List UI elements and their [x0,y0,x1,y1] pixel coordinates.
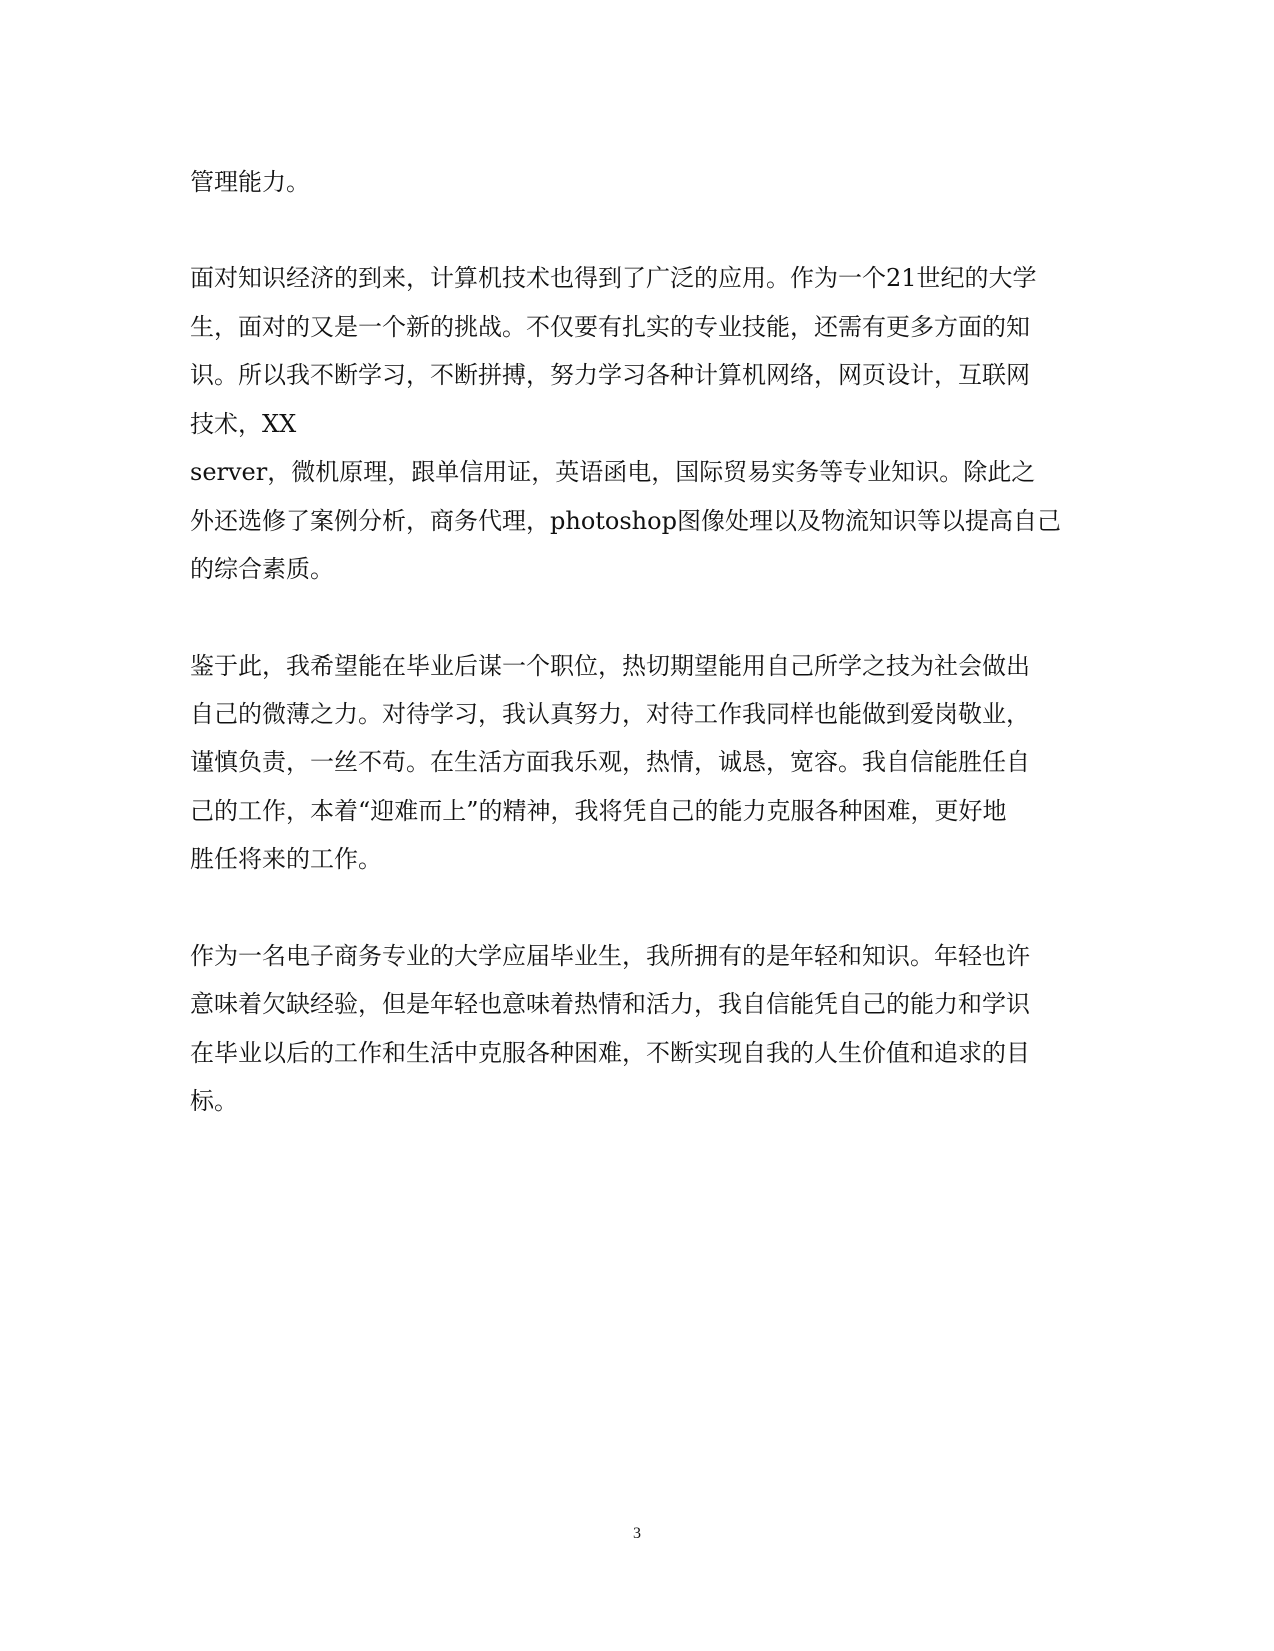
text-line: 技术，XX [190,410,297,438]
text-line: 意味着欠缺经验，但是年轻也意味着热情和活力，我自信能凭自己的能力和学识 [190,990,1030,1018]
text-line: 鉴于此，我希望能在毕业后谋一个职位，热切期望能用自己所学之技为社会做出 [190,652,1030,680]
text-line: server，微机原理，跟单信用证，英语函电，国际贸易实务等专业知识。除此之 [190,458,1036,486]
page-number: 3 [633,1525,641,1542]
text-line: 作为一名电子商务专业的大学应届毕业生，我所拥有的是年轻和知识。年轻也许 [190,942,1030,970]
text-line: 胜任将来的工作。 [190,845,382,873]
text-line: 自己的微薄之力。对待学习，我认真努力，对待工作我同样也能做到爱岗敬业， [190,700,1030,728]
text-line: 的综合素质。 [190,555,334,583]
text-line: 识。所以我不断学习，不断拼搏，努力学习各种计算机网络，网页设计，互联网 [190,361,1030,389]
text-line: 外还选修了案例分析，商务代理，photoshop图像处理以及物流知识等以提高自己 [190,507,1061,535]
text-line: 标。 [190,1087,238,1115]
text-line: 生，面对的又是一个新的挑战。不仅要有扎实的专业技能，还需有更多方面的知 [190,313,1030,341]
text-line: 管理能力。 [190,168,310,196]
text-line: 谨慎负责，一丝不苟。在生活方面我乐观，热情，诚恳，宽容。我自信能胜任自 [190,748,1030,776]
text-line: 在毕业以后的工作和生活中克服各种困难，不断实现自我的人生价值和追求的目 [190,1039,1030,1067]
text-line: 面对知识经济的到来，计算机技术也得到了广泛的应用。作为一个21世纪的大学 [190,264,1037,292]
text-line: 己的工作，本着“迎难而上”的精神，我将凭自己的能力克服各种困难，更好地 [190,797,1007,825]
